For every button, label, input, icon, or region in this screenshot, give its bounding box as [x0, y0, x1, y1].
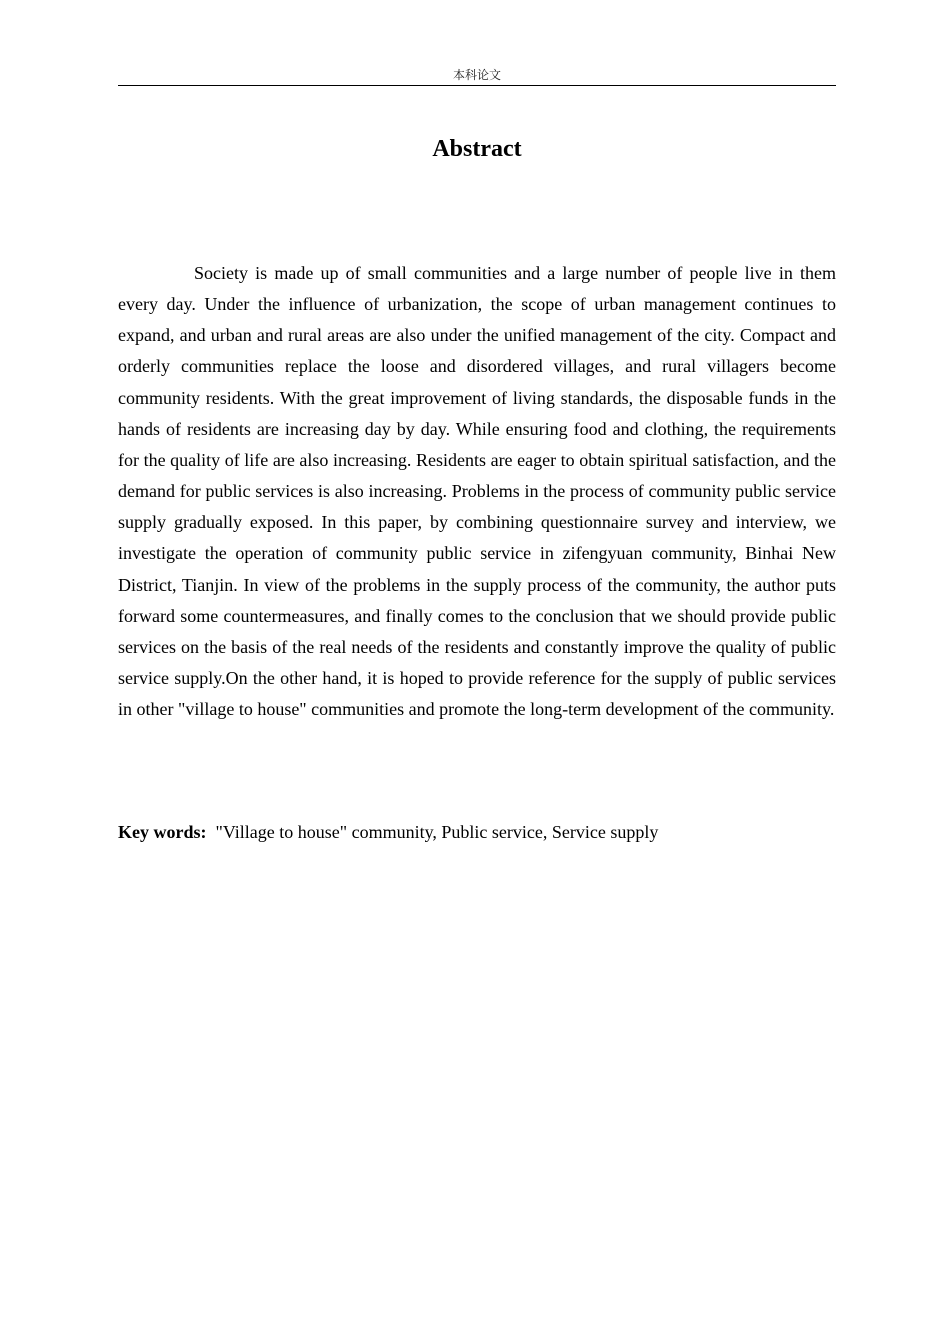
keywords-label: Key words:: [118, 822, 207, 842]
keywords-value: "Village to house" community, Public service, Service supply: [215, 822, 659, 842]
abstract-paragraph: Society is made up of small communities and a large number of people live in them every day. Under the influence of urbanization, the scope of urban management continues to expand, and urban and rural areas are also under the unified management of the city. Compact and orderly communities replace the loose and disordered villages, and rural villagers become community residents. With the great improvement of living standards, the disposable funds in the hands of residents are increasing day by day. While ensuring food and clothing, the requirements for the quality of life are also increasing. Residents are eager to obtain spiritual satisfaction, and the demand for public services is also increasing. Problems in the process of community public service supply gradually exposed. In this paper, by combining questionnaire survey and interview, we investigate the operation of community public service in zifengyuan community, Binhai New District, Tianjin. In view of the problems in the supply process of the community, the author puts forward some countermeasures, and finally comes to the conclusion that we should provide public services on the basis of the real needs of the residents and constantly improve the quality of public service supply.On the other hand, it is hoped to provide reference for the supply of public services in other "village to house" communities and promote the long-term development of the community.: [118, 263, 836, 720]
running-header: 本科论文: [452, 68, 501, 82]
abstract-title: Abstract: [432, 136, 522, 162]
header-divider: [118, 85, 836, 86]
keywords-line: [118, 817, 836, 848]
